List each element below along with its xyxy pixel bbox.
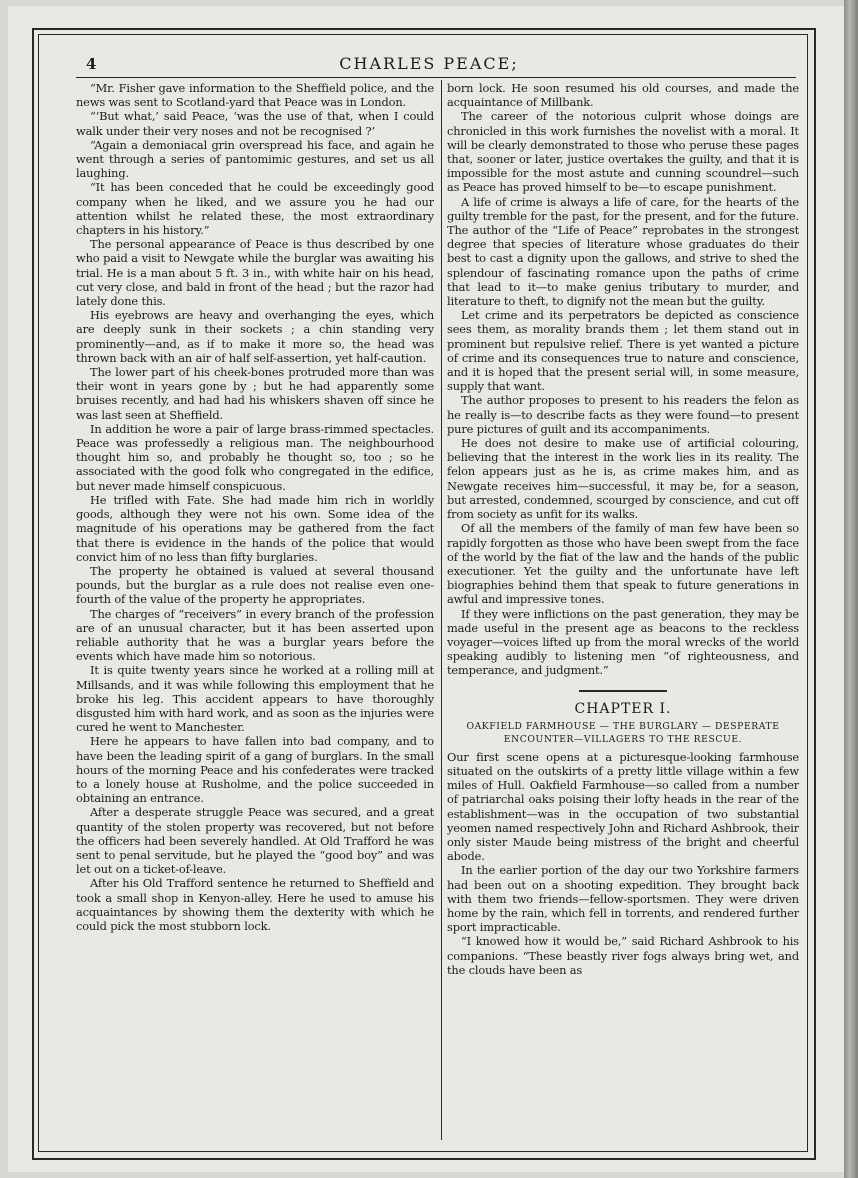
paragraph: In addition he wore a pair of large brass-rimmed spectacles. Peace was professedly a religious man. The neighbourhood thought him so, and probably he thought so, too ; so he associated with the good folk who congregated in the edifice, but never made himself conspicuous. [76,421,434,493]
chapter-paragraph: In the earlier portion of the day our two Yorkshire farmers had been out on a shooting expedition. They brought back with them two friends—fellow-sportsmen. They were driven home by the rain, which fell in torrents, and rendered further sport impracticable. [447,863,799,935]
chapter-paragraph: “I knowed how it would be,” said Richard Ashbrook to his companions. “These beastly river fogs always bring wet, and the clouds have been as [447,934,799,977]
paragraph: The property he obtained is valued at several thousand pounds, but the burglar as a rule does not realise even one-fourth of the value of the property he appropriates. [76,563,434,607]
paragraph: The author proposes to present to his readers the felon as he really is—to describe facts as they were found—to present pure pictures of guilt and its accompaniments. [447,393,799,436]
paragraph: If they were inflictions on the past generation, they may be made useful in the present age as beacons to the reckless voyager—voices lifted up from the moral wrecks of the world speaking audibly to listening men “of righteousness, and temperance, and judgment.” [447,606,799,678]
chapter-paragraph: Our first scene opens at a picturesque-looking farmhouse situated on the outskirts of a pretty little village within a few miles of Hull. Oakfield Farmhouse—so called from a number of patriarchal oaks poising their lofty heads in the rear of the establishment—was in the occupation of two substantial yeomen named respectively John and Richard Ashbrook, their only sister Maude being mistress of the bright and cheerful abode. [447,749,799,864]
paragraph: Let crime and its perpetrators be depicted as conscience sees them, as morality brands them ; let them stand out in prominent but repulsive relief. There is yet wanted a picture of crime and its consequences true to nature and conscience, and it is hoped that the present serial will, in some measure, supply that want. [447,308,799,394]
paragraph: His eyebrows are heavy and overhanging the eyes, which are deeply sunk in their sockets ; a chin standing very prominently—and, as if to make it more so, the head was thrown back with an air of half self-assertion, yet half-caution. [76,308,434,365]
paragraph: “‘But what,’ said Peace, ‘was the use of that, when I could walk under their very noses and not be recognised ?’ [76,109,434,138]
paragraph: The personal appearance of Peace is thus described by one who paid a visit to Newgate while the burglar was awaiting his trial. He is a man about 5 ft. 3 in., with white hair on his head, cut very close, and bald in front of the head ; but the razor had lately done this. [76,237,434,309]
paragraph: It is quite twenty years since he worked at a rolling mill at Millsands, and it was while following this employment that he broke his leg. This accident appears to have thoroughly disgusted him with hard work, and as soon as the injuries were cured he went to Manchester. [76,663,434,735]
paragraph: The lower part of his cheek-bones protruded more than was their wont in years gone by ; but he had apparently some bruises recently, and had had his whiskers shaven off since he was last seen at Sheffield. [76,365,434,422]
chapter-divider-rule [579,690,667,692]
paragraph: The career of the notorious culprit whose doings are chronicled in this work furnishes the novelist with a moral. It will be clearly demonstrated to those who peruse these pages that, sooner or later, justice overtakes the guilty, and that it is impossible for the most astute and cunning scoundrel—such as Peace has proved himself to be—to escape punishment. [447,109,799,195]
paragraph: “Again a demoniacal grin overspread his face, and again he went through a series of pantomimic gestures, and set us all laughing. [76,137,434,181]
paragraph: He does not desire to make use of artificial colouring, believing that the interest in the work lies in its reality. The felon appears just as he is, as crime makes him, and as Newgate receives him—successful, it may be, for a season, but arrested, condemned, scourged by conscience, and cut off from society as unfit for its walks. [447,436,799,522]
chapter-title: CHAPTER I. [574,700,672,717]
paragraph: Of all the members of the family of man few have been so rapidly forgotten as those who have been swept from the face of the world by the fiat of the law and the hands of the public executioner. Yet the guilty and the unfortunate have left biographies behind them that speak to future generations in awful and impressive tones. [447,521,799,607]
paragraph: “Mr. Fisher gave information to the Sheffield police, and the news was sent to Scotland-yard that Peace was in London. [76,81,434,110]
paragraph: Here he appears to have fallen into bad company, and to have been the leading spirit of a gang of burglars. In the small hours of the morning Peace and his confederates were tracked to a lonely house at Rusholme, and the police succeeded in obtaining an entrance. [76,734,434,806]
paragraph: A life of crime is always a life of care, for the hearts of the guilty tremble for the past, for the present, and for the future. The author of the “Life of Peace” reprobates in the strongest degree that species of literature whose graduates do their best to cast a dignity upon the gallows, and strive to shed the splendour of fascinating romance upon the paths of crime that lead to it—to make genius tributary to murder, and literature to theft, to dignify not the mean but the guilty. [447,194,799,309]
chapter-subtitle: OAKFIELD FARMHOUSE — THE BURGLARY — DESPERATE ENCOUNTER—VILLAGERS TO THE RESCUE. [466,720,780,745]
running-title: CHARLES PEACE; [339,54,519,73]
adjacent-page-edge [844,0,858,1178]
left-column [76,81,434,1141]
paragraph: The charges of “receivers” in every branch of the profession are of an unusual character, but it has been asserted upon reliable authority that he was a burglar years before the events which have made him so notorious. [76,606,434,664]
paragraph: “It has been conceded that he could be exceedingly good company when he liked, and we assure you he had our attention whilst he related these, the most extraordinary chapters in his history.” [76,180,434,238]
paragraph: born lock. He soon resumed his old courses, and made the acquaintance of Millbank. [447,81,799,110]
right-column [447,81,799,1141]
paragraph: After his Old Trafford sentence he returned to Sheffield and took a small shop in Kenyon-alley. Here he used to amuse his acquaintances by showing them the dexterity with which he could pick the most stubborn lock. [76,876,434,933]
page-number: 4 [86,55,97,73]
header-rule [76,77,796,78]
paragraph: After a desperate struggle Peace was secured, and a great quantity of the stolen property was recovered, but not before the officers had been severely handled. At Old Trafford he was sent to penal servitude, but he played the “good boy” and was let out on a ticket-of-leave. [76,805,434,877]
paragraph: He trifled with Fate. She had made him rich in worldly goods, although they were not his own. Some idea of the magnitude of his operations may be gathered from the fact that there is evidence in the hands of the police that would convict him of no less than fifty burglaries. [76,492,434,564]
column-divider [441,80,442,1140]
